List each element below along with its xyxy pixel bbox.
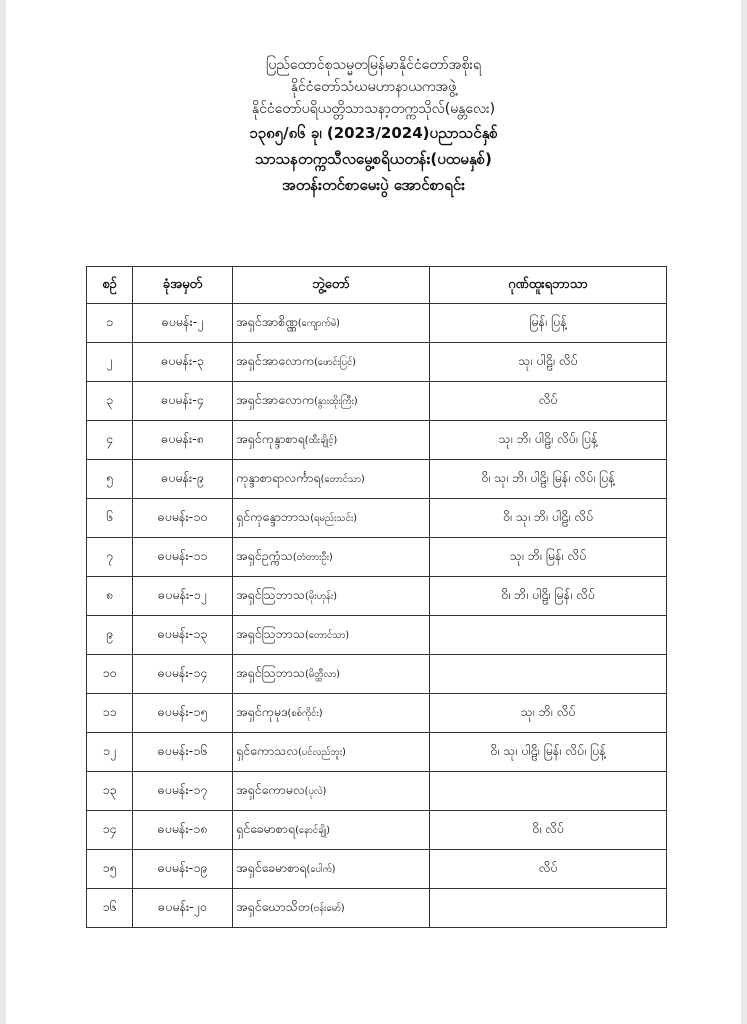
- row-number: ၁: [87, 304, 133, 343]
- monk-title: [233, 460, 430, 499]
- monk-title: [233, 577, 430, 616]
- seat-number: ဓပမန်း-၄: [133, 382, 233, 421]
- monk-title: [233, 304, 430, 343]
- monk-name: အရှင်သြဘာသ: [236, 664, 306, 680]
- monk-place: (ကျောက်မဲ): [297, 317, 340, 329]
- row-number: ၇: [87, 538, 133, 577]
- monk-name: အရှင်အာလောက: [236, 352, 315, 368]
- honors-subjects: သု၊ ဘိ၊ ပါဠိ၊ လိပ်၊ ပြန့်: [430, 421, 667, 460]
- column-header-no: စဉ်: [87, 267, 133, 304]
- monk-place: (တောင်သာ): [320, 473, 365, 485]
- monk-title: [233, 850, 430, 889]
- table-row: [87, 577, 667, 616]
- row-number: ၆: [87, 499, 133, 538]
- seat-number: ဓပမန်း-၁၅: [133, 694, 233, 733]
- monk-title: [233, 772, 430, 811]
- monk-place: (ရမည်းသင်း): [310, 512, 357, 524]
- seat-number: ဓပမန်း-၁၈: [133, 811, 233, 850]
- seat-number: ဓပမန်း-၉: [133, 460, 233, 499]
- row-number: ၁၃: [87, 772, 133, 811]
- row-number: ၁၅: [87, 850, 133, 889]
- monk-name: အရှင်ဃောသိတ: [236, 898, 310, 914]
- row-number: ၂: [87, 343, 133, 382]
- honors-subjects: [430, 616, 667, 655]
- honors-subjects: [430, 772, 667, 811]
- exam-result-title: အတန်းတင်စာမေးပွဲ အောင်စာရင်း: [282, 176, 465, 194]
- monk-place: (ပုလဲ): [304, 785, 327, 797]
- honors-subjects: ဝိ၊ သု၊ ဘိ၊ ပါဠိ၊ မြန်၊ လိပ်၊ ပြန့်: [430, 460, 667, 499]
- monk-title: [233, 538, 430, 577]
- monk-place: (တံတားဦး): [292, 551, 333, 563]
- column-header-title: ဘွဲ့တော်: [233, 267, 430, 304]
- table-row: [87, 538, 667, 577]
- row-number: ၁၁: [87, 694, 133, 733]
- monk-title: [233, 343, 430, 382]
- monk-title: [233, 499, 430, 538]
- seat-number: ဓပမန်း-၁၀: [133, 499, 233, 538]
- monk-place: (မိုးဟုန်း): [305, 590, 337, 602]
- seat-number: ဓပမန်း-၁၄: [133, 655, 233, 694]
- monk-place: (ဗန်းမော်): [309, 902, 345, 914]
- monk-name: အရှင်အာစိဏ္ဏ: [236, 313, 298, 329]
- monk-name: ရှင်ကုန္ဒောဘာသ: [236, 508, 311, 524]
- monk-name: အရှင်သြဘာသ: [236, 625, 306, 641]
- table-row: [87, 772, 667, 811]
- monk-title: [233, 694, 430, 733]
- course-line: သာသနတက္ကသီလမွေ့စရိယတန်း(ပထမနှစ်): [255, 150, 492, 168]
- monk-place: (ပေါက်): [306, 863, 336, 875]
- honors-subjects: သု၊ ပါဠိ၊ လိပ်: [430, 343, 667, 382]
- monk-name: အရှင်အာလောက: [236, 391, 315, 407]
- table-header-row: [87, 267, 667, 304]
- monk-name: အရှင်ကုမုဒ: [236, 703, 288, 719]
- row-number: ၁၄: [87, 811, 133, 850]
- monk-name: ကုန္ဒာစာရာလင်္ကာရ: [236, 469, 321, 485]
- monk-title: [233, 811, 430, 850]
- row-number: ၁၆: [87, 889, 133, 928]
- results-table: [86, 266, 667, 928]
- honors-subjects: လိပ်: [430, 382, 667, 421]
- monk-title: [233, 421, 430, 460]
- honors-subjects: [430, 889, 667, 928]
- honors-subjects: သု၊ ဘိ၊ လိပ်: [430, 694, 667, 733]
- honors-subjects: လိပ်: [430, 850, 667, 889]
- monk-title: [233, 616, 430, 655]
- honors-subjects: ဝိ၊ ဘိ၊ ပါဠိ၊ မြန်၊ လိပ်: [430, 577, 667, 616]
- monk-place: (ထီးချိုင့်): [304, 434, 338, 446]
- government-line: ပြည်ထောင်စုသမ္မတမြန်မာနိုင်ငံတော်အစိုးရ: [266, 57, 481, 73]
- monk-title: [233, 655, 430, 694]
- monk-name: ရှင်ခေမာစာရ: [236, 820, 296, 836]
- row-number: ၈: [87, 577, 133, 616]
- seat-number: ဓပမန်း-၁၉: [133, 850, 233, 889]
- seat-number: ဓပမန်း-၁၁: [133, 538, 233, 577]
- monk-name: အရှင်သြဘာသ: [236, 586, 306, 602]
- honors-subjects: ဝိ၊ သု၊ ဘိ၊ ပါဠိ၊ လိပ်: [430, 499, 667, 538]
- row-number: ၃: [87, 382, 133, 421]
- university-line: နိုင်ငံတော်ပရိယတ္တိသာသနာ့တက္ကသိုလ်(မန္တလေး): [251, 101, 496, 117]
- row-number: ၁၀: [87, 655, 133, 694]
- row-number: ၄: [87, 421, 133, 460]
- table-row: [87, 460, 667, 499]
- monk-name: အရှင်ကောမလ: [236, 781, 305, 797]
- monk-place: (နောင်ချို): [295, 824, 330, 836]
- monk-place: (ပင်လည်ဘူး): [298, 746, 346, 758]
- column-header-honors: ဂုဏ်ထူးရဘာသာ: [430, 267, 667, 304]
- honors-subjects: ဝိ၊ လိပ်: [430, 811, 667, 850]
- seat-number: ဓပမန်း-၁၂: [133, 577, 233, 616]
- monk-title: [233, 889, 430, 928]
- monk-place: (မိတ္ထီလာ): [305, 668, 340, 680]
- monk-title: [233, 382, 430, 421]
- monk-name: အရှင်ဥက္ကံသ: [236, 547, 293, 563]
- seat-number: ဓပမန်း-၂၀: [133, 889, 233, 928]
- document-page: [6, 0, 741, 1024]
- monk-place: (ဖောင်းပြင်): [314, 356, 356, 368]
- honors-subjects: သု၊ ဘိ၊ မြန်၊ လိပ်: [430, 538, 667, 577]
- table-row: [87, 655, 667, 694]
- seat-number: ဓပမန်း-၃: [133, 343, 233, 382]
- table-row: [87, 304, 667, 343]
- monk-title: [233, 733, 430, 772]
- seat-number: ဓပမန်း-၁၇: [133, 772, 233, 811]
- honors-subjects: [430, 655, 667, 694]
- academic-year-line: ၁၃၈၅/၈၆ ခု၊ (2023/2024)ပညာသင်နှစ်: [249, 124, 498, 142]
- sangha-committee-line: နိုင်ငံတော်သံဃမဟာနာယကအဖွဲ့: [290, 79, 457, 95]
- seat-number: ဓပမန်း-၂: [133, 304, 233, 343]
- table-row: [87, 694, 667, 733]
- table-row: [87, 421, 667, 460]
- table-row: [87, 733, 667, 772]
- table-row: [87, 889, 667, 928]
- table-row: [87, 616, 667, 655]
- monk-name: ရှင်ကောသလ: [236, 742, 299, 758]
- row-number: ၅: [87, 460, 133, 499]
- seat-number: ဓပမန်း-၈: [133, 421, 233, 460]
- monk-name: အရှင်ကုန္ဒာစာရ: [236, 430, 305, 446]
- table-row: [87, 343, 667, 382]
- table-row: [87, 382, 667, 421]
- monk-place: (စစ်ကိုင်း): [287, 707, 323, 719]
- document-header: [6, 54, 741, 198]
- row-number: ၉: [87, 616, 133, 655]
- column-header-seat: ခုံအမှတ်: [133, 267, 233, 304]
- table-row: [87, 499, 667, 538]
- table-row: [87, 850, 667, 889]
- seat-number: ဓပမန်း-၁၃: [133, 616, 233, 655]
- table-row: [87, 811, 667, 850]
- monk-place: (တောင်သာ): [305, 629, 350, 641]
- monk-name: အရှင်ခေမာစာရ: [236, 859, 307, 875]
- seat-number: ဓပမန်း-၁၆: [133, 733, 233, 772]
- row-number: ၁၂: [87, 733, 133, 772]
- honors-subjects: မြန်၊ ပြန့်: [430, 304, 667, 343]
- monk-place: (နွားထိုးကြီး): [314, 395, 358, 407]
- honors-subjects: ဝိ၊ သု၊ ပါဠိ၊ မြန်၊ လိပ်၊ ပြန့်: [430, 733, 667, 772]
